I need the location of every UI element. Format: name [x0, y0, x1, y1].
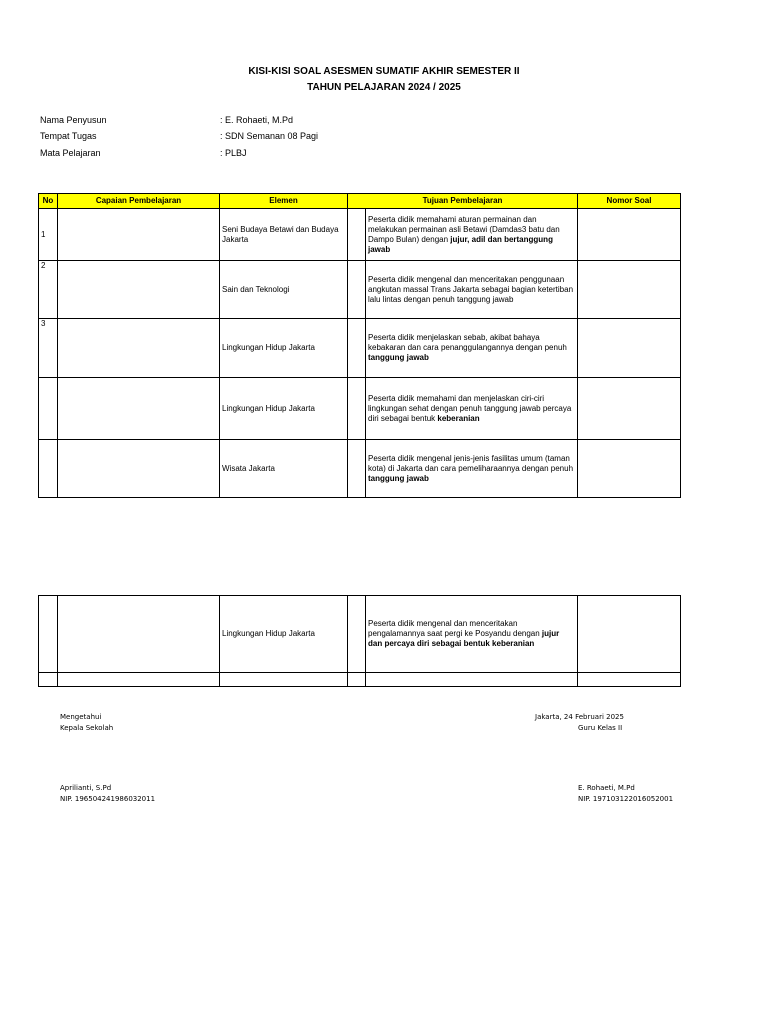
row-capaian	[58, 209, 220, 261]
sig-right-role: Guru Kelas II	[578, 724, 623, 732]
row-capaian	[58, 261, 220, 319]
row-capaian	[58, 319, 220, 378]
empty-cell	[348, 673, 366, 687]
header-tujuan: Tujuan Pembelajaran	[348, 194, 578, 209]
table-row	[39, 209, 681, 261]
row-tujuan: Peserta didik memahami dan menjelaskan ciri-ciri lingkungan sehat dengan penuh tanggung jawab percaya diri sebagai bentuk keberanian	[366, 378, 578, 440]
row-no	[39, 440, 58, 498]
row-capaian	[58, 440, 220, 498]
meta-label-tempat: Tempat Tugas	[40, 131, 97, 141]
sig-left-nip: NIP. 196504241986032011	[60, 795, 156, 803]
empty-cell	[39, 673, 58, 687]
sig-left-role: Kepala Sekolah	[60, 724, 114, 732]
table-row	[39, 440, 681, 498]
row-no: 1	[39, 209, 58, 261]
meta-value-tempat: : SDN Semanan 08 Pagi	[220, 131, 319, 141]
row-no: 3	[39, 319, 58, 378]
row-nomor-soal	[578, 440, 681, 498]
table-row	[39, 378, 681, 440]
empty-cell	[220, 673, 348, 687]
row-spacer	[348, 440, 366, 498]
row-capaian	[58, 596, 220, 673]
kisi-kisi-table	[38, 193, 681, 498]
header-no: No	[39, 194, 58, 209]
row-spacer	[348, 319, 366, 378]
row-elemen: Lingkungan Hidup Jakarta	[220, 319, 348, 378]
empty-cell	[578, 673, 681, 687]
row-spacer	[348, 596, 366, 673]
row-spacer	[348, 261, 366, 319]
meta-value-mapel: : PLBJ	[220, 148, 247, 158]
row-nomor-soal	[578, 596, 681, 673]
header-nomor-soal: Nomor Soal	[578, 194, 681, 209]
row-tujuan: Peserta didik mengenal dan menceritakan penggunaan angkutan massal Trans Jakarta sebagai bagian ketertiban lalu lintas dengan penuh tanggung jawab	[366, 261, 578, 319]
row-elemen: Seni Budaya Betawi dan Budaya Jakarta	[220, 209, 348, 261]
table-row	[39, 319, 681, 378]
row-tujuan: Peserta didik mengenal dan menceritakan pengalamannya saat pergi ke Posyandu dengan jujur dan percaya diri sebagai bentuk keberanian	[366, 596, 578, 673]
kisi-kisi-table-continued	[38, 595, 681, 687]
row-elemen: Lingkungan Hidup Jakarta	[220, 596, 348, 673]
sig-right-place-date: Jakarta, 24 Februari 2025	[535, 713, 624, 721]
row-tujuan: Peserta didik menjelaskan sebab, akibat bahaya kebakaran dan cara penanggulangannya dengan penuh tanggung jawab	[366, 319, 578, 378]
document-subtitle: TAHUN PELAJARAN 2024 / 2025	[307, 82, 461, 93]
sig-right-nip: NIP. 197103122016052001	[578, 795, 674, 803]
row-nomor-soal	[578, 378, 681, 440]
sig-left-name: Aprilianti, S.Pd	[60, 784, 112, 792]
meta-label-mapel: Mata Pelajaran	[40, 148, 101, 158]
row-elemen: Sain dan Teknologi	[220, 261, 348, 319]
row-no	[39, 596, 58, 673]
row-elemen: Wisata Jakarta	[220, 440, 348, 498]
sig-right-name: E. Rohaeti, M.Pd	[578, 784, 635, 792]
table-row	[39, 673, 681, 687]
row-no: 2	[39, 261, 58, 319]
header-elemen: Elemen	[220, 194, 348, 209]
row-nomor-soal	[578, 319, 681, 378]
row-nomor-soal	[578, 209, 681, 261]
row-spacer	[348, 378, 366, 440]
row-no	[39, 378, 58, 440]
meta-label-penyusun: Nama Penyusun	[40, 115, 107, 125]
meta-value-penyusun: : E. Rohaeti, M.Pd	[220, 115, 294, 125]
row-tujuan: Peserta didik mengenal jenis-jenis fasilitas umum (taman kota) di Jakarta dan cara pemeliharaannya dengan penuh tanggung jawab	[366, 440, 578, 498]
row-elemen: Lingkungan Hidup Jakarta	[220, 378, 348, 440]
header-capaian: Capaian Pembelajaran	[58, 194, 220, 209]
empty-cell	[366, 673, 578, 687]
table-header-row	[39, 194, 681, 209]
row-nomor-soal	[578, 261, 681, 319]
table-row	[39, 261, 681, 319]
sig-left-acknowledged: Mengetahui	[60, 713, 102, 721]
document-title: KISI-KISI SOAL ASESMEN SUMATIF AKHIR SEMESTER II	[248, 66, 520, 77]
row-capaian	[58, 378, 220, 440]
row-tujuan: Peserta didik memahami aturan permainan dan melakukan permainan asli Betawi (Damdas3 batu dan Dampo Bulan) dengan jujur, adil dan bertanggung jawab	[366, 209, 578, 261]
table-row	[39, 596, 681, 673]
row-spacer	[348, 209, 366, 261]
empty-cell	[58, 673, 220, 687]
